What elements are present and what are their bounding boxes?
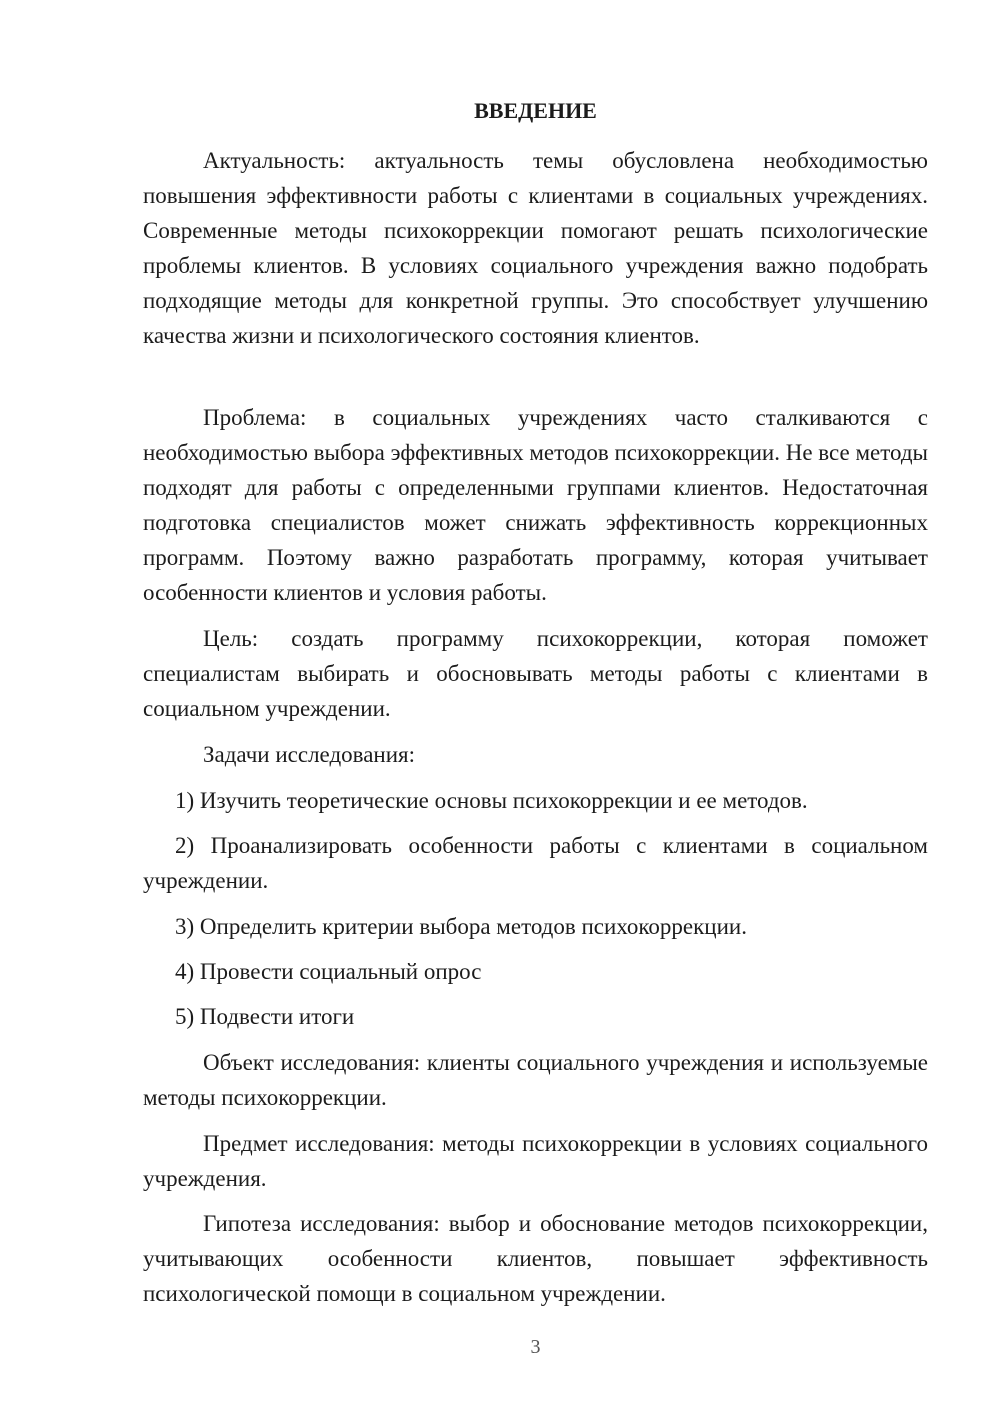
task-item-5: 5) Подвести итоги (175, 1004, 355, 1029)
problem-paragraph: Проблема: в социальных учреждениях часто сталкиваются с необходимостью выбора эффективных методов психокоррекции. Не все методы подходят для работы с определенными группами клиентов. Недостаточная подготовка специалистов может снижать эффективность коррекционных программ. Поэтому важно разработать программу, которая учитывает особенности клиентов и условия работы. (143, 405, 928, 605)
task-item-3: 3) Определить критерии выбора методов психокоррекции. (175, 914, 747, 939)
tasks-heading: Задачи исследования: (203, 742, 416, 767)
page-title: ВВЕДЕНИЕ (474, 98, 597, 123)
hypothesis-paragraph: Гипотеза исследования: выбор и обоснование методов психокоррекции, учитывающих особенности клиентов, повышает эффективность психологической помощи в социальном учреждении. (143, 1211, 928, 1306)
task-item-2: 2) Проанализировать особенности работы с клиентами в социальном учреждении. (143, 833, 928, 893)
object-paragraph: Объект исследования: клиенты социального учреждения и используемые методы психокоррекции. (143, 1050, 928, 1110)
task-item-4: 4) Провести социальный опрос (175, 959, 482, 984)
subject-paragraph: Предмет исследования: методы психокоррекции в условиях социального учреждения. (143, 1131, 928, 1191)
goal-paragraph: Цель: создать программу психокоррекции, которая поможет специалистам выбирать и обосновывать методы работы с клиентами в социальном учреждении. (143, 626, 928, 721)
task-item-1: 1) Изучить теоретические основы психокоррекции и ее методов. (175, 788, 808, 813)
page-number: 3 (530, 1336, 541, 1358)
relevance-paragraph: Актуальность: актуальность темы обусловлена необходимостью повышения эффективности работы с клиентами в социальных учреждениях. Современные методы психокоррекции помогают решать психологические проблемы клиентов. В условиях социального учреждения важно подобрать подходящие методы для конкретной группы. Это способствует улучшению качества жизни и психологического состояния клиентов. (143, 148, 928, 348)
